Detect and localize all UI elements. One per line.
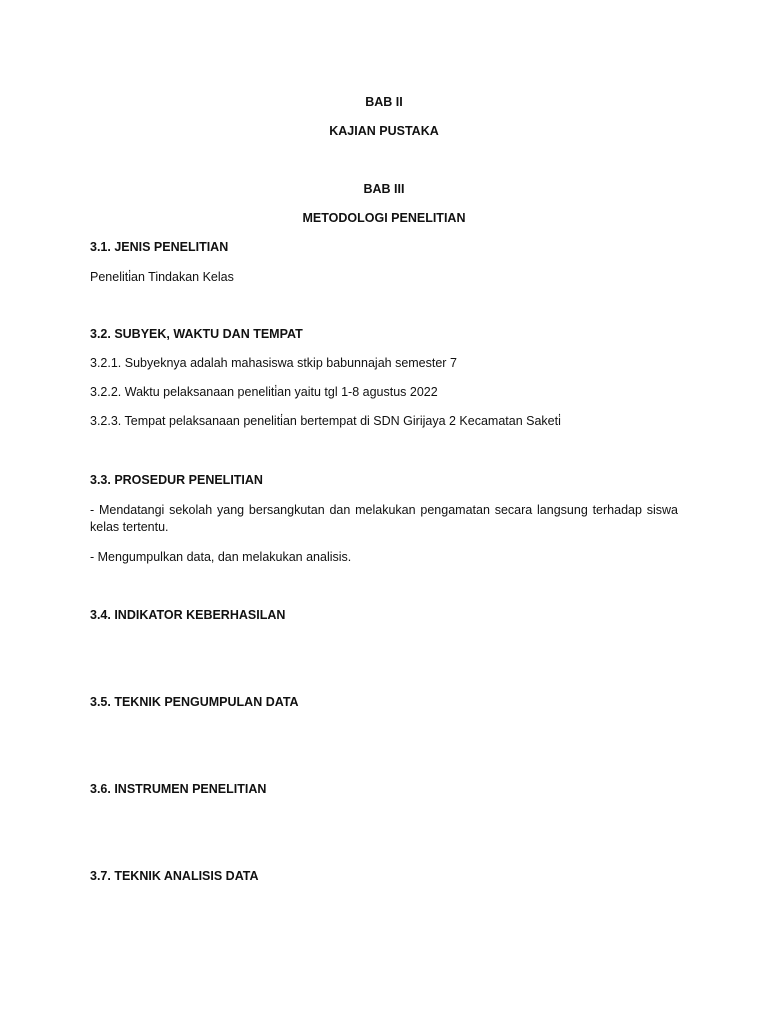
section-3-4-heading: 3.4. INDIKATOR KEBERHASILAN: [90, 608, 286, 622]
section-3-3-item-1: - Mendatangi sekolah yang bersangkutan dan melakukan pengamatan secara langsung terhadap siswa kelas tertentu.: [90, 503, 678, 534]
section-3-3-item-2: - Mengumpulkan data, dan melakukan analisis.: [90, 550, 352, 564]
section-3-5-heading: 3.5. TEKNIK PENGUMPULAN DATA: [90, 695, 299, 709]
chapter-2-title: KAJIAN PUSTAKA: [329, 124, 439, 138]
chapter-3-title: METODOLOGI PENELITIAN: [302, 211, 466, 225]
chapter-2-number: BAB II: [365, 95, 403, 109]
section-3-3-heading: 3.3. PROSEDUR PENELITIAN: [90, 473, 263, 487]
section-3-7-heading: 3.7. TEKNIK ANALISIS DATA: [90, 869, 259, 883]
section-3-2-item-3: 3.2.3. Tempat pelaksanaan peneliti̇an bertempat di SDN Girijaya 2 Kecamatan Saketi̇: [90, 414, 561, 428]
section-3-2-item-1: 3.2.1. Subyeknya adalah mahasiswa stkip babunnajah semester 7: [90, 356, 457, 370]
section-3-1-heading: 3.1. JENIS PENELITIAN: [90, 240, 229, 254]
section-3-2-heading: 3.2. SUBYEK, WAKTU DAN TEMPAT: [90, 327, 303, 341]
section-3-2-item-2: 3.2.2. Waktu pelaksanaan peneliti̇an yaitu tgl 1-8 agustus 2022: [90, 385, 438, 399]
section-3-1-body: Peneliti̇an Tindakan Kelas: [90, 270, 234, 284]
chapter-3-number: BAB III: [363, 182, 405, 196]
section-3-6-heading: 3.6. INSTRUMEN PENELITIAN: [90, 782, 267, 796]
